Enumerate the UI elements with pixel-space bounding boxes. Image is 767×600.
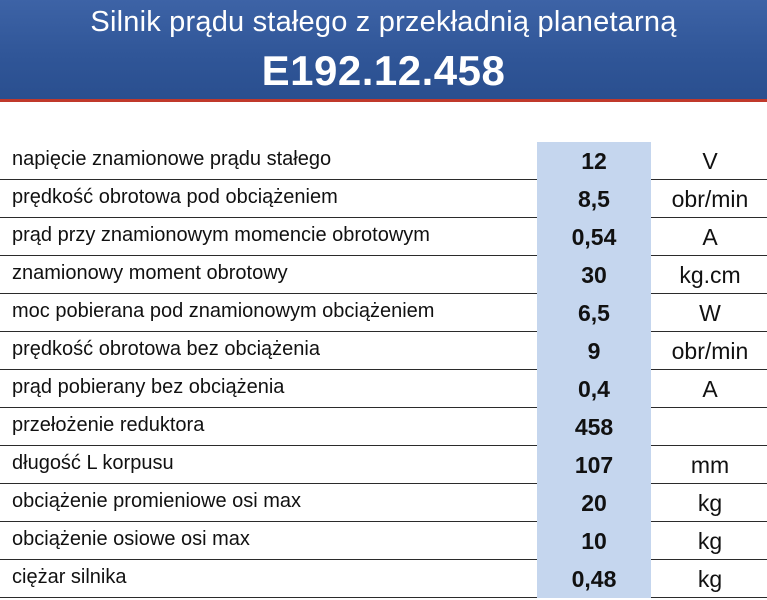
spec-unit: mm (690, 452, 730, 478)
spec-value: 9 (537, 332, 651, 370)
spec-label: prąd pobierany bez obciążenia (12, 376, 285, 398)
spec-row (0, 408, 767, 446)
spec-row (0, 560, 767, 598)
product-subtitle: Silnik prądu stałego z przekładnią planetarną (90, 6, 677, 38)
spec-row (0, 180, 767, 218)
spec-value: 458 (537, 408, 651, 446)
spec-value: 20 (537, 484, 651, 522)
spec-label: prędkość obrotowa pod obciążeniem (12, 186, 338, 208)
spec-value: 0,48 (537, 560, 651, 598)
product-code: E192.12.458 (261, 47, 506, 94)
spec-value: 107 (537, 446, 651, 484)
spec-label: obciążenie osiowe osi max (12, 528, 250, 550)
spec-label: obciążenie promieniowe osi max (12, 490, 302, 512)
spec-unit: A (702, 224, 718, 250)
spec-unit: obr/min (671, 338, 749, 364)
spec-row (0, 370, 767, 408)
spec-unit: V (702, 148, 718, 174)
spec-value: 8,5 (537, 180, 651, 218)
spec-unit: kg.cm (679, 262, 741, 288)
spec-label: napięcie znamionowe prądu stałego (12, 148, 332, 170)
spec-value: 10 (537, 522, 651, 560)
spec-value: 0,54 (537, 218, 651, 256)
spec-unit: obr/min (671, 186, 749, 212)
spec-value: 30 (537, 256, 651, 294)
spec-label: ciężar silnika (12, 566, 127, 588)
header-banner (0, 0, 767, 102)
spec-unit: W (699, 300, 721, 326)
spec-value: 12 (537, 142, 651, 180)
spec-unit: kg (697, 490, 723, 516)
spec-unit: A (702, 376, 718, 402)
spec-label: przełożenie reduktora (12, 414, 205, 436)
spec-row (0, 142, 767, 180)
spec-unit: kg (697, 566, 723, 592)
spec-label: prąd przy znamionowym momencie obrotowym (12, 224, 430, 246)
spec-label: moc pobierana pod znamionowym obciążeniem (12, 300, 435, 322)
spec-label: prędkość obrotowa bez obciążenia (12, 338, 320, 360)
spec-row (0, 484, 767, 522)
spec-row (0, 256, 767, 294)
spec-label: znamionowy moment obrotowy (12, 262, 288, 284)
spec-label: długość L korpusu (12, 452, 174, 474)
spec-row (0, 446, 767, 484)
spec-row (0, 218, 767, 256)
spec-row (0, 294, 767, 332)
spec-row (0, 522, 767, 560)
spec-table (0, 142, 767, 598)
spec-value: 0,4 (537, 370, 651, 408)
spec-row (0, 332, 767, 370)
spec-unit: kg (697, 528, 723, 554)
spec-value: 6,5 (537, 294, 651, 332)
spec-unit (653, 408, 767, 446)
